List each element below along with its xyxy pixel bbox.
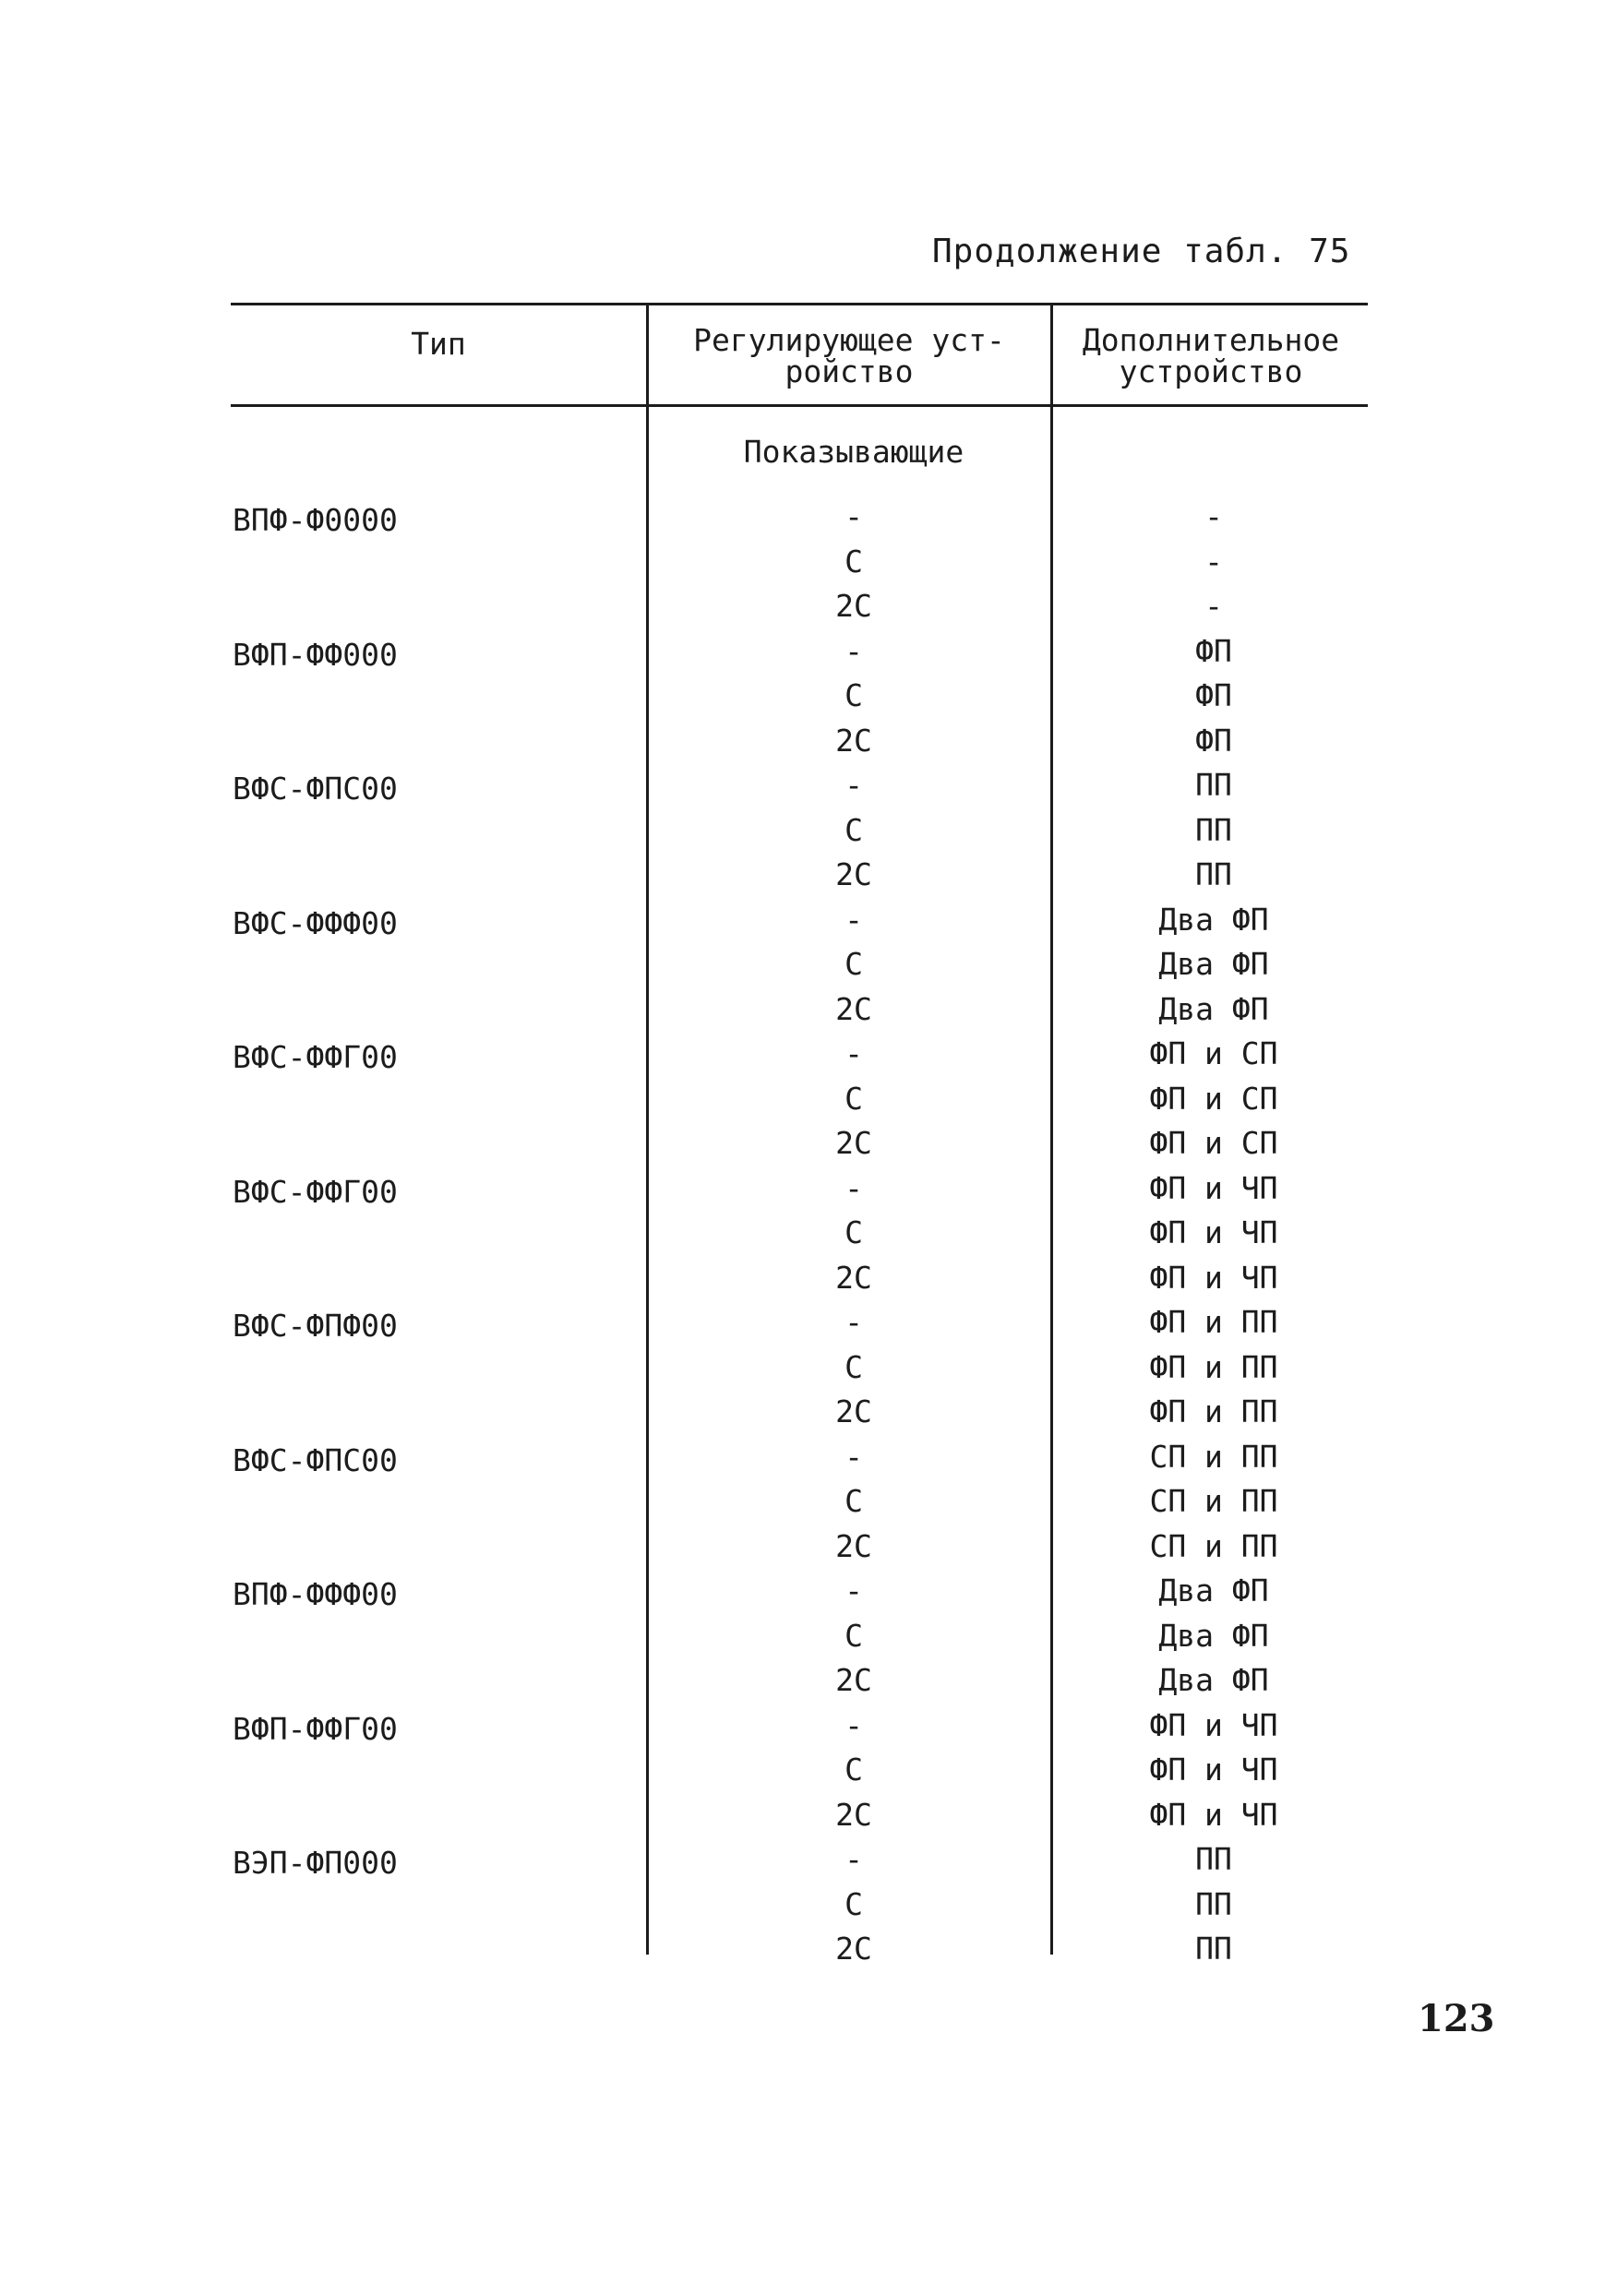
type-cell: ВФС-ФПС00: [233, 771, 398, 807]
type-cell: ВФС-ФФГ00: [233, 1173, 398, 1210]
table-row: [0, 1614, 1605, 1659]
additional-device-cell: ФП и СП: [1149, 1035, 1278, 1071]
regulating-device-cell: -: [844, 1841, 863, 1877]
additional-device-cell: ФП и СП: [1149, 1080, 1278, 1117]
additional-device-cell: ПП: [1195, 1931, 1232, 1967]
additional-device-cell: ФП: [1195, 677, 1232, 713]
regulating-device-cell: 2С: [835, 588, 872, 624]
table-row: [0, 629, 1605, 675]
regulating-device-cell: С: [844, 1752, 863, 1788]
table-row: [0, 674, 1605, 719]
table-top-rule: [231, 303, 1368, 305]
table-row: [0, 1390, 1605, 1435]
header-additional-device: [1054, 322, 1368, 389]
additional-device-cell: ПП: [1195, 856, 1232, 892]
header-additional-line1: Дополнительное: [1082, 322, 1340, 358]
table-row: [0, 1345, 1605, 1391]
regulating-device-cell: С: [844, 1348, 863, 1385]
regulating-device-cell: -: [844, 767, 863, 803]
table-row: [0, 898, 1605, 943]
regulating-device-cell: -: [844, 498, 863, 534]
header-type: [231, 326, 646, 362]
regulating-device-cell: -: [844, 1304, 863, 1340]
table-row: [0, 1300, 1605, 1345]
regulating-device-cell: С: [844, 946, 863, 982]
regulating-device-cell: 2С: [835, 1125, 872, 1161]
additional-device-cell: -: [1204, 588, 1223, 624]
additional-device-cell: ФП и ЧП: [1149, 1169, 1278, 1206]
header-additional-line2: устройство: [1119, 353, 1303, 389]
table-row: [0, 495, 1605, 540]
additional-device-cell: ФП и ЧП: [1149, 1214, 1278, 1250]
table-row: [0, 719, 1605, 764]
additional-device-cell: ПП: [1195, 811, 1232, 848]
type-cell: ВФС-ФПС00: [233, 1441, 398, 1478]
table-row: [0, 1569, 1605, 1614]
table-row: [0, 942, 1605, 987]
additional-device-cell: -: [1204, 498, 1223, 534]
table-row: [0, 1525, 1605, 1570]
table-row: [0, 1256, 1605, 1301]
additional-device-cell: ФП: [1195, 632, 1232, 669]
regulating-device-cell: -: [844, 1438, 863, 1475]
regulating-device-cell: 2С: [835, 722, 872, 759]
regulating-device-cell: 2С: [835, 1662, 872, 1698]
type-cell: ВФС-ФФФ00: [233, 904, 398, 941]
type-cell: ВФС-ФФГ00: [233, 1039, 398, 1075]
table-row: [0, 540, 1605, 585]
regulating-device-cell: -: [844, 632, 863, 669]
type-cell: ВФП-ФФ000: [233, 636, 398, 673]
table-row: [0, 1435, 1605, 1480]
additional-device-cell: -: [1204, 543, 1223, 580]
additional-device-cell: Два ФП: [1158, 990, 1269, 1027]
table-row: [0, 1837, 1605, 1883]
regulating-device-cell: 2С: [835, 1259, 872, 1296]
regulating-device-cell: 2С: [835, 1393, 872, 1429]
header-regulating-device: [651, 322, 1048, 389]
regulating-device-cell: -: [844, 1706, 863, 1743]
regulating-device-cell: -: [844, 1573, 863, 1608]
table-row: [0, 1166, 1605, 1212]
regulating-device-cell: -: [844, 1169, 863, 1206]
table-row: [0, 1927, 1605, 1972]
table-row: [0, 763, 1605, 808]
additional-device-cell: Два ФП: [1158, 1617, 1269, 1654]
regulating-device-cell: 2С: [835, 1527, 872, 1564]
regulating-device-cell: 2С: [835, 1796, 872, 1833]
additional-device-cell: ПП: [1195, 1885, 1232, 1922]
additional-device-cell: ФП и ПП: [1149, 1348, 1278, 1385]
additional-device-cell: ФП и ЧП: [1149, 1796, 1278, 1833]
table-continuation-caption: Продолжение табл. 75: [932, 233, 1351, 270]
page-number: 123: [1418, 1997, 1495, 2040]
table-row: [0, 808, 1605, 854]
additional-device-cell: СП и ПП: [1149, 1527, 1278, 1564]
additional-device-cell: ФП и ЧП: [1149, 1259, 1278, 1296]
additional-device-cell: СП и ПП: [1149, 1438, 1278, 1475]
additional-device-cell: ФП: [1195, 722, 1232, 759]
additional-device-cell: Два ФП: [1158, 1662, 1269, 1698]
additional-device-cell: ПП: [1195, 767, 1232, 803]
additional-device-cell: Два ФП: [1158, 946, 1269, 982]
regulating-device-cell: С: [844, 1617, 863, 1654]
regulating-device-cell: 2С: [835, 856, 872, 892]
additional-device-cell: ФП и ЧП: [1149, 1706, 1278, 1743]
table-row: [0, 1883, 1605, 1928]
table-row: [0, 1658, 1605, 1704]
table-row: [0, 1077, 1605, 1122]
type-cell: ВФП-ФФГ00: [233, 1710, 398, 1747]
header-regulating-line2: ройство: [785, 353, 914, 389]
type-cell: ВЭП-ФП000: [233, 1845, 398, 1881]
type-cell: ВПФ-ФФФ00: [233, 1576, 398, 1612]
regulating-device-cell: С: [844, 1080, 863, 1117]
additional-device-cell: СП и ПП: [1149, 1483, 1278, 1519]
header-type-label: Тип: [411, 326, 466, 362]
additional-device-cell: Два ФП: [1158, 901, 1269, 938]
table-row: [0, 1032, 1605, 1077]
table-row: [0, 853, 1605, 898]
additional-device-cell: ФП и СП: [1149, 1125, 1278, 1161]
regulating-device-cell: С: [844, 677, 863, 713]
regulating-device-cell: С: [844, 543, 863, 580]
table-row: [0, 1479, 1605, 1525]
regulating-device-cell: С: [844, 1214, 863, 1250]
section-label: Показывающие: [743, 434, 964, 470]
table-row: [0, 1211, 1605, 1256]
regulating-device-cell: 2С: [835, 1931, 872, 1967]
table-row: [0, 987, 1605, 1033]
regulating-device-cell: С: [844, 811, 863, 848]
type-cell: ВПФ-Ф0000: [233, 502, 398, 538]
table-row: [0, 1748, 1605, 1793]
regulating-device-cell: -: [844, 1035, 863, 1071]
header-bottom-rule: [231, 404, 1368, 407]
additional-device-cell: ФП и ПП: [1149, 1393, 1278, 1429]
regulating-device-cell: С: [844, 1483, 863, 1519]
regulating-device-cell: 2С: [835, 990, 872, 1027]
table-row: [0, 1704, 1605, 1749]
header-regulating-line1: Регулирующее уст-: [693, 322, 1005, 358]
additional-device-cell: ФП и ПП: [1149, 1304, 1278, 1340]
regulating-device-cell: С: [844, 1885, 863, 1922]
table-body: [0, 495, 1605, 1972]
additional-device-cell: Два ФП: [1158, 1573, 1269, 1608]
additional-device-cell: ПП: [1195, 1841, 1232, 1877]
type-cell: ВФС-ФПФ00: [233, 1308, 398, 1344]
table-row: [0, 1121, 1605, 1166]
additional-device-cell: ФП и ЧП: [1149, 1752, 1278, 1788]
regulating-device-cell: -: [844, 901, 863, 938]
table-row: [0, 1793, 1605, 1838]
table-row: [0, 584, 1605, 629]
